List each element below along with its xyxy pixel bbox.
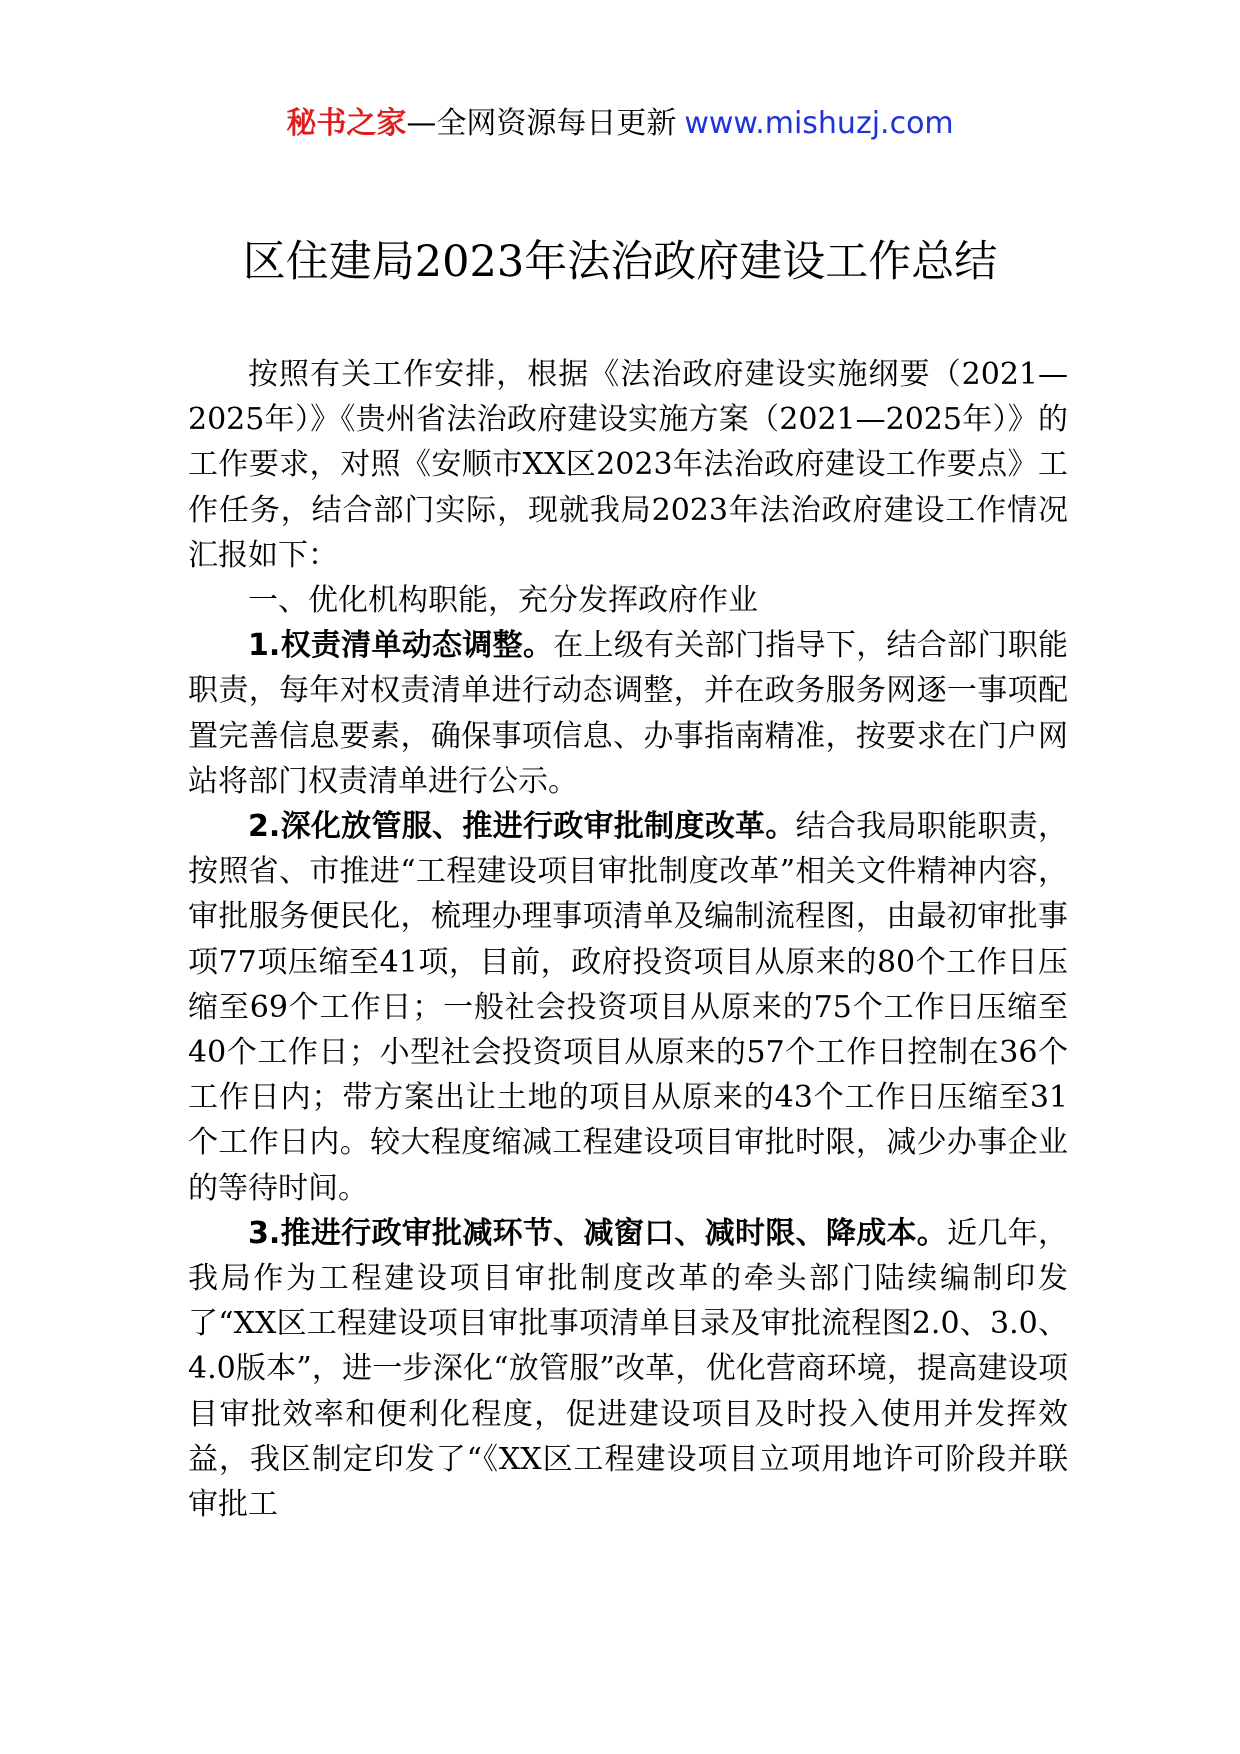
document-body [188,352,1068,1527]
item-heading: 2.深化放管服、推进行政审批制度改革。 [248,809,796,845]
section-heading: 一、优化机构职能，充分发挥政府作业 [248,583,758,619]
item-text: 结合我局职能职责，按照省、市推进“工程建设项目审批制度改革”相关文件精神内容，审批服务便民化，梳理办理事项清单及编制流程图，由最初审批事项77项压缩至41项，目前，政府投资项目从原来的80个工作日压缩至69个工作日；一般社会投资项目从原来的75个工作日压缩至40个工作日；小型社会投资项目从原来的57个工作日控制在36个工作日内；带方案出让土地的项目从原来的43个工作日压缩至31个工作日内。较大程度缩减工程建设项目审批时限，减少办事企业的等待时间。 [188,809,1068,1206]
item-heading: 1.权责清单动态调整。 [248,628,554,664]
intro-paragraph: 按照有关工作安排，根据《法治政府建设实施纲要（2021—2025年）》《贵州省法治政府建设实施方案（2021—2025年）》的工作要求，对照《安顺市XX区2023年法治政府建设工作要点》工作任务，结合部门实际，现就我局2023年法治政府建设工作情况汇报如下： [188,357,1068,573]
document-title: 区住建局2023年法治政府建设工作总结 [242,237,998,287]
item-paragraph [188,623,1068,804]
site-url-link[interactable]: www.mishuzj.com [684,106,954,141]
item-text: 在上级有关部门指导下，结合部门职能职责，每年对权责清单进行动态调整，并在政务服务网逐一事项配置完善信息要素，确保事项信息、办事指南精准，按要求在门户网站将部门权责清单进行公示。 [188,628,1068,799]
brand-name: 秘书之家 [286,106,407,141]
item-heading: 3.推进行政审批减环节、减窗口、减时限、降成本。 [248,1215,948,1251]
item-text: 近几年，我局作为工程建设项目审批制度改革的牵头部门陆续编制印发了“XX区工程建设项目审批事项清单目录及审批流程图2.0、3.0、4.0版本”，进一步深化“放管服”改革，优化营商环境，提高建设项目审批效率和便利化程度，促进建设项目及时投入使用并发挥效益，我区制定印发了“《XX区工程建设项目立项用地许可阶段并联审批工 [188,1215,1068,1523]
item-paragraph [188,804,1068,1211]
site-header [0,102,1240,146]
item-paragraph [188,1211,1068,1527]
header-slogan: —全网资源每日更新 [406,106,677,141]
